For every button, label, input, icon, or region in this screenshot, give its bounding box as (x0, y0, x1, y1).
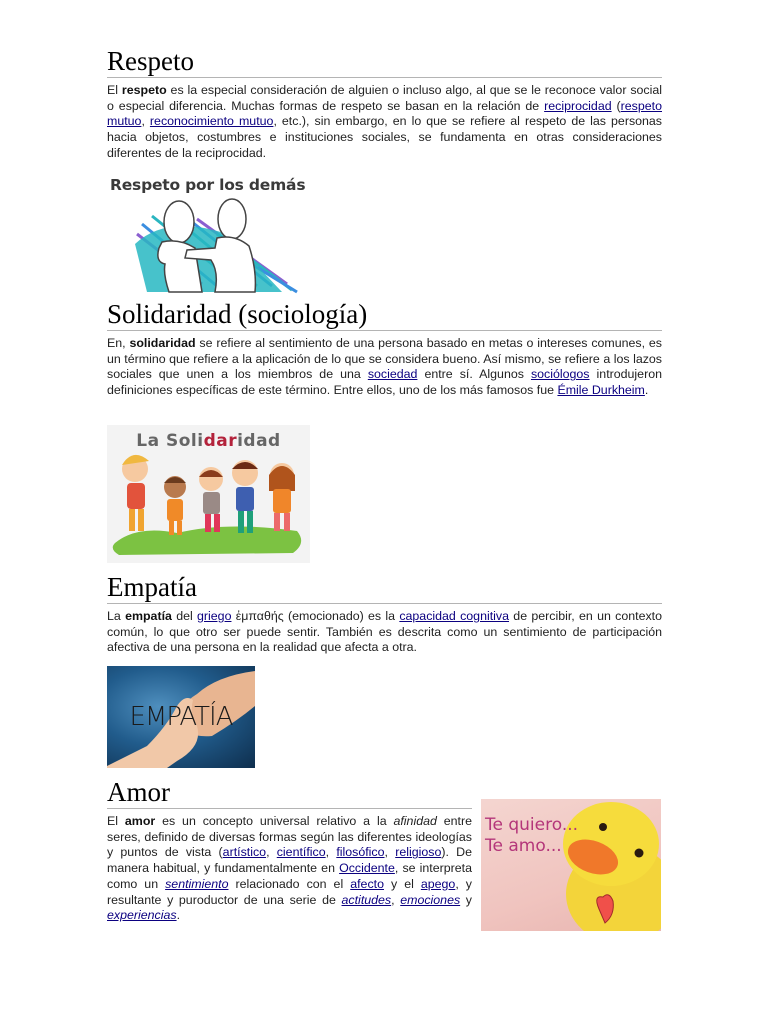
text: es la especial consideración de alguien o incluso algo, al que se le reconoce valor social o especial diferencia. Muchas formas de respeto se basan en la relación de (107, 83, 662, 113)
empatia-image-word: EMPATÍA (129, 702, 233, 732)
term-bold: solidaridad (129, 336, 196, 350)
text: y (460, 892, 473, 907)
link-sociedad[interactable]: sociedad (367, 367, 418, 382)
text: , se interpreta como un (107, 861, 472, 891)
text: ἐμπαθής (emocionado) es la (231, 609, 400, 623)
link-capacidad-cognitiva[interactable]: capacidad cognitiva (399, 609, 510, 623)
paragraph-empatia (107, 609, 662, 656)
text: , (325, 845, 337, 860)
paragraph-solidaridad (107, 336, 662, 399)
link-reconocimiento-mutuo[interactable]: reconocimiento mutuo (149, 114, 274, 129)
text: del (171, 609, 198, 623)
two-figures-illustration-icon (107, 174, 312, 294)
amor-image-text (485, 815, 578, 857)
text: . (176, 908, 181, 923)
link-respeto-mutuo[interactable]: respeto mutuo (107, 98, 662, 129)
link-sentimiento[interactable]: sentimiento (165, 876, 229, 891)
link-griego[interactable]: griego (197, 609, 232, 623)
link-religioso[interactable]: religioso (395, 845, 442, 860)
link-occidente[interactable]: Occidente (339, 861, 395, 876)
link-emociones[interactable]: emociones (400, 892, 461, 907)
text: . (644, 383, 649, 398)
text: , (141, 114, 150, 129)
text: ). De manera habitual, y fundamentalmente en (107, 845, 472, 876)
text: , etc.), sin embargo, en lo que se refiere al respeto de las personas hacia objetos, costumbres e instituciones sociales, se fundamenta en otras consideraciones diferentes de la reciprocidad. (107, 114, 663, 160)
link-afecto[interactable]: afecto (350, 876, 384, 891)
text: y el (383, 876, 421, 891)
text: La Soli (136, 431, 204, 451)
section-empatia (107, 572, 662, 656)
link-artistico[interactable]: artístico (222, 845, 267, 860)
link-experiencias[interactable]: experiencias (107, 908, 177, 923)
text: se refiere al sentimiento de una persona basado en metas o intereses comunes, es un término que refiere a la aplicación de lo que se considera bueno. Así mismo, se refiere a los lazos sociales que unen a los miembros de una (107, 336, 662, 382)
text: de percibir, en un contexto común, lo que otro ser puede sentir. También es descrita como un sentimiento de participación afectiva de una persona en la realidad que afecta a otra. (107, 609, 663, 655)
text: entre sí. Algunos (417, 367, 531, 382)
text: En, (107, 336, 130, 350)
respeto-image (107, 174, 312, 294)
children-group-illustration-icon (107, 425, 310, 563)
text: , (391, 892, 401, 907)
text: La (107, 609, 126, 623)
text: relacionado con el (228, 876, 351, 891)
link-sociologos[interactable]: sociólogos (530, 367, 590, 382)
section-respeto (107, 46, 662, 162)
heading-amor: Amor (107, 777, 472, 809)
amor-image (481, 799, 661, 931)
text: , (266, 845, 277, 860)
paragraph-amor (107, 814, 472, 924)
term-italic: afinidad (393, 814, 437, 828)
text: Te quiero... (485, 815, 579, 835)
section-amor (107, 777, 472, 924)
text: idad (237, 431, 281, 451)
empatia-image (107, 666, 255, 768)
text: Te amo... (485, 836, 562, 856)
text: ( (611, 98, 621, 113)
link-reciprocidad[interactable]: reciprocidad (544, 98, 612, 113)
text: , y resultante y puroductor de una serie de (107, 876, 472, 907)
text: introdujeron definiciones específicas de este término. Entre ellos, uno de los más famosos fue (107, 367, 662, 398)
text: El (107, 814, 125, 828)
link-filosofico[interactable]: filosófico (336, 845, 385, 860)
paragraph-respeto (107, 83, 662, 162)
text: El (107, 83, 122, 97)
respeto-image-caption: Respeto por los demás (110, 176, 306, 194)
link-cientifico[interactable]: científico (276, 845, 326, 860)
text: dar (203, 431, 238, 451)
heading-solidaridad: Solidaridad (sociología) (107, 299, 662, 331)
solidaridad-image (107, 425, 310, 563)
text: es un concepto universal relativo a la (155, 814, 394, 828)
term-bold: empatía (125, 609, 172, 623)
link-emile-durkheim[interactable]: Émile Durkheim (557, 383, 645, 398)
text: entre seres, definido de diversas formas según las diferentes ideologías y puntos de vista ( (107, 814, 472, 860)
section-solidaridad (107, 299, 662, 399)
text: , (384, 845, 396, 860)
link-actitudes[interactable]: actitudes (341, 892, 392, 907)
heading-empatia: Empatía (107, 572, 662, 604)
link-apego[interactable]: apego (420, 876, 456, 891)
term-bold: respeto (121, 83, 167, 97)
term-bold: amor (124, 814, 156, 828)
heading-respeto: Respeto (107, 46, 662, 78)
